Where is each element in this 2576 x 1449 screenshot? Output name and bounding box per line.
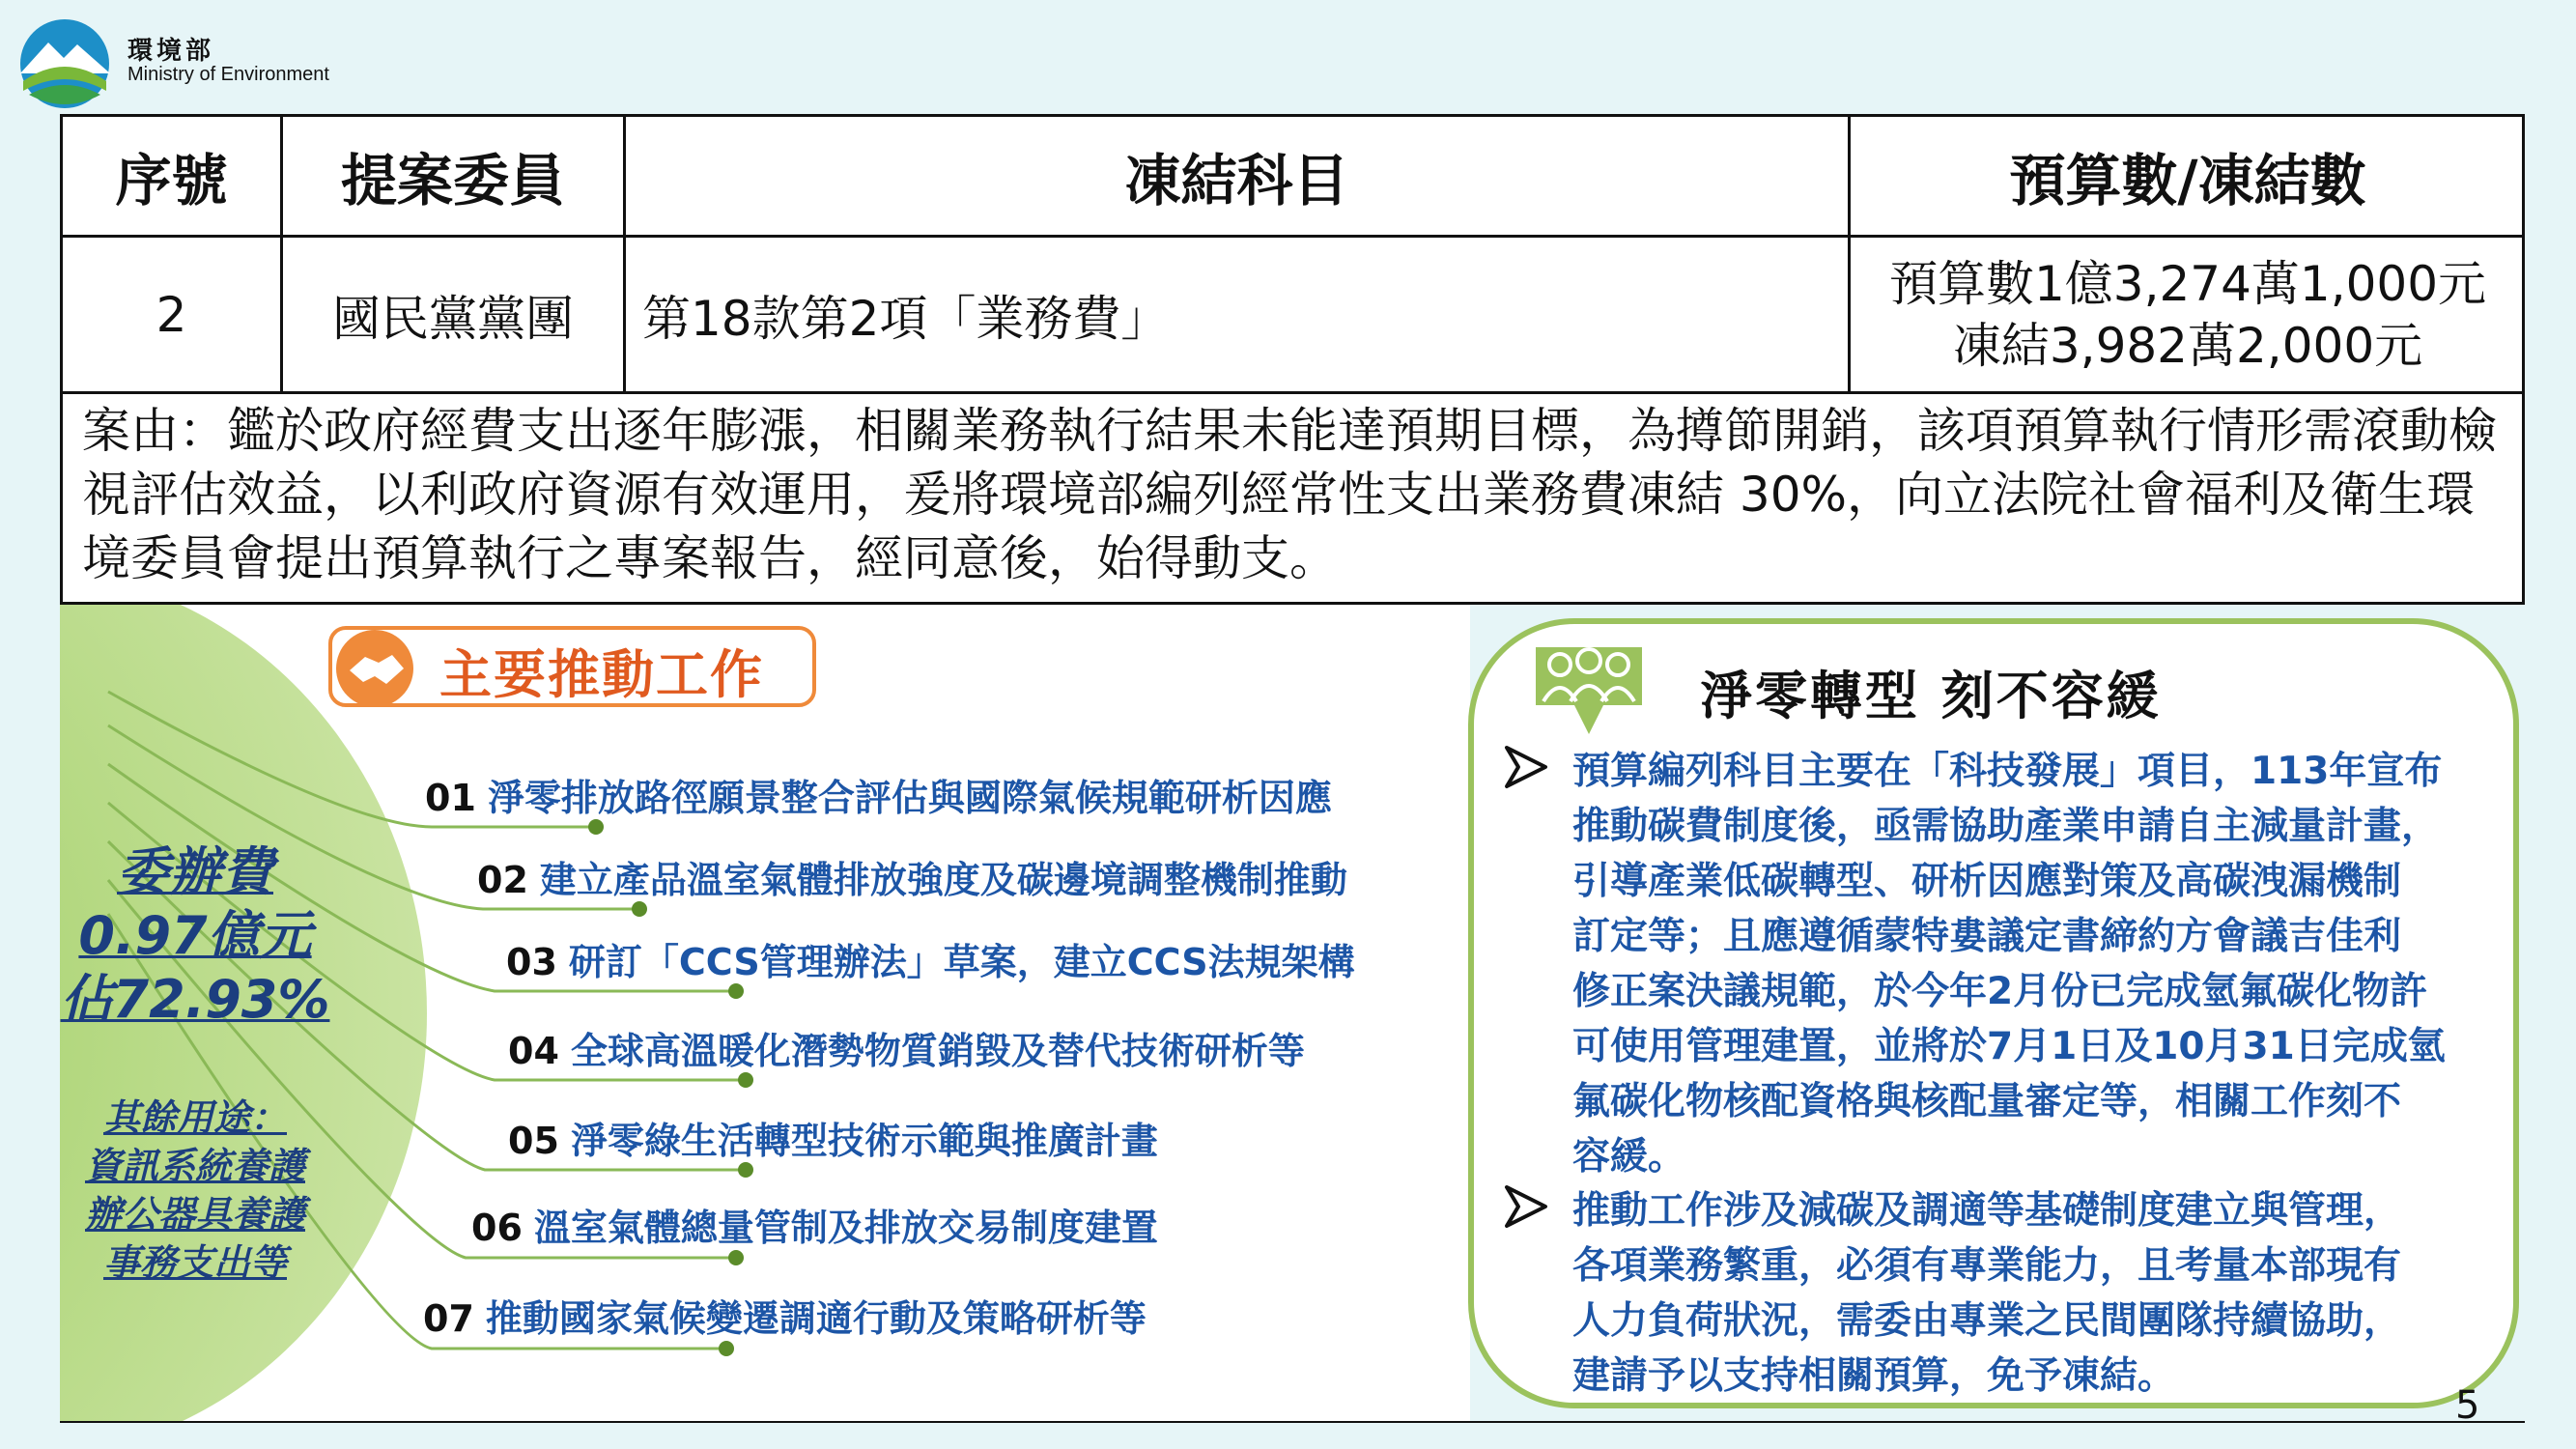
work-item: 04 全球高溫暖化潛勢物質銷毀及替代技術研析等 (508, 1030, 1305, 1072)
work-item: 06 溫室氣體總量管制及排放交易制度建置 (471, 1207, 1158, 1249)
fee-percent: 佔72.93% (60, 969, 330, 1030)
org-name-en: Ministry of Environment (127, 64, 329, 85)
net-zero-title: 淨零轉型 刻不容緩 (1700, 666, 2162, 726)
other-uses (60, 1094, 330, 1287)
header-budget: 預算數/凍結數 (2009, 148, 2366, 213)
fee-summary (60, 840, 330, 1032)
page-number: 5 (2455, 1383, 2480, 1428)
bottom-divider (60, 1421, 2525, 1423)
arrow-bullet-icon (1503, 744, 1549, 790)
fee-amount: 0.97億元 (78, 905, 312, 966)
header-no: 序號 (115, 148, 228, 213)
work-item: 03 研訂「CCS管理辦法」草案，建立CCS法規架構 (506, 941, 1355, 983)
reason-text: 案由：鑑於政府經費支出逐年膨漲，相關業務執行結果未能達預期目標，為撙節開銷，該項預算執行情形需滾動檢視評估效益，以利政府資源有效運用，爰將環境部編列經常性支出業務費凍結 30%，向立法院社會福利及衛生環境委員會提出預算執行之專案報告，經同意後，始得動支。 (82, 403, 2497, 586)
row-subject: 第18款第2項「業務費」 (642, 290, 1170, 347)
budget-table (60, 114, 2525, 605)
note-bullet: 預算編列科目主要在「科技發展」項目，113年宣布 推動碳費制度後，亟需協助產業申請自主減量計畫， 引導產業低碳轉型、研析因應對策及高碳洩漏機制 訂定等；且應遵循蒙特婁議定書締約方會議吉佳利 修正案決議規範，於今年2月份已完成氫氟碳化物許 可使用管理建置，並將於7月1日及10月31日完成氫 氟碳化物核配資格與核配量審定等，相關工作刻不 容緩。 (1572, 750, 2446, 1179)
frozen-amount: 凍結3,982萬2,000元 (1952, 317, 2423, 374)
arrow-bullet-icon (1503, 1183, 1549, 1230)
main-works-title: 主要推動工作 (439, 644, 764, 705)
header-proposer: 提案委員 (340, 148, 565, 213)
row-no: 2 (156, 286, 187, 343)
other-item: 事務支出等 (102, 1241, 287, 1284)
row-budget (1851, 238, 2525, 391)
handshake-icon (328, 626, 425, 709)
row-proposer: 國民黨黨團 (332, 290, 574, 347)
ministry-logo-icon (10, 14, 121, 110)
work-item: 07 推動國家氣候變遷調適行動及策略研析等 (423, 1297, 1146, 1340)
work-item: 02 建立產品溫室氣體排放強度及碳邊境調整機制推動 (477, 859, 1347, 901)
header-subject: 凍結科目 (1124, 148, 1349, 213)
note-bullet: 推動工作涉及減碳及調適等基礎制度建立與管理， 各項業務繁重，必須有專業能力，且考量本部現有 人力負荷狀況，需委由專業之民間團隊持續協助， 建請予以支持相關預算，免予凍結。 (1572, 1189, 2402, 1398)
fee-label: 委辦費 (117, 841, 273, 902)
other-item: 辦公器具養護 (84, 1193, 305, 1236)
team-people-icon (1507, 628, 1671, 744)
budget-amount: 預算數1億3,274萬1,000元 (1888, 255, 2487, 312)
org-name-zh: 環境部 (127, 37, 215, 66)
work-item: 05 淨零綠生活轉型技術示範與推廣計畫 (508, 1120, 1158, 1162)
other-label: 其餘用途： (102, 1096, 287, 1139)
other-item: 資訊系統養護 (84, 1145, 305, 1187)
work-item: 01 淨零排放路徑願景整合評估與國際氣候規範研析因應 (425, 777, 1332, 819)
